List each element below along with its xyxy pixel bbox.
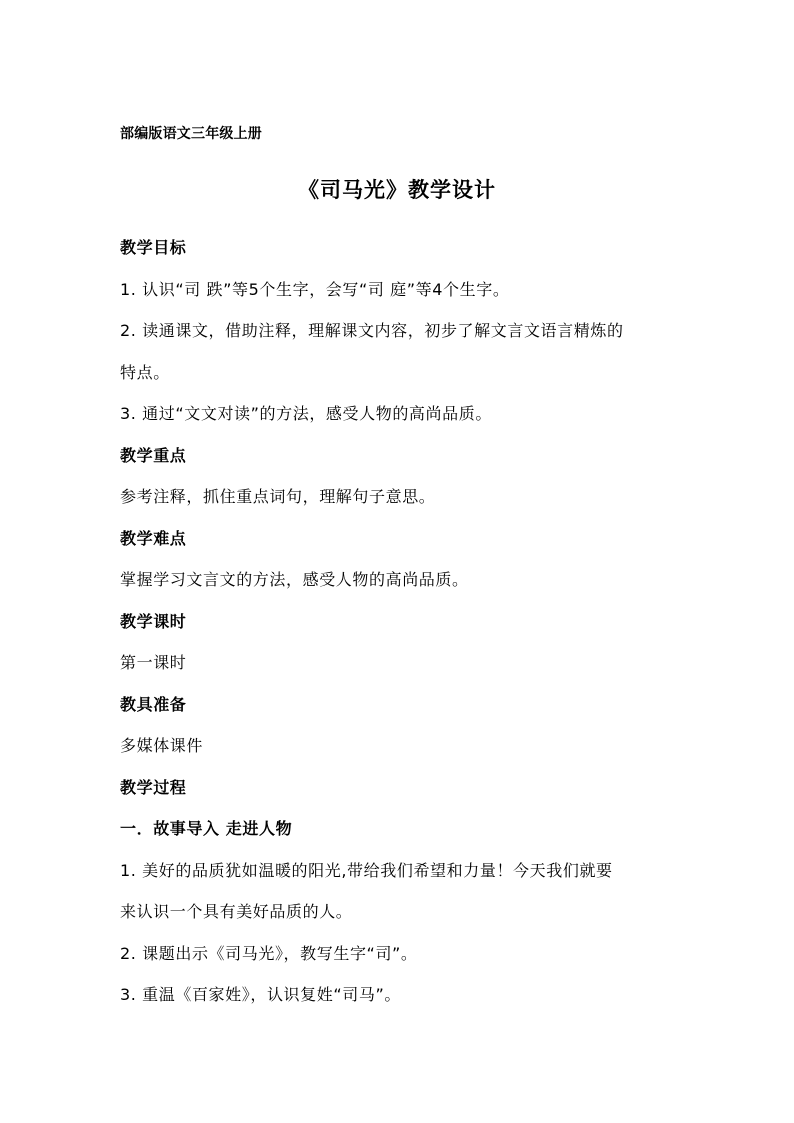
goal-item-1: 1. 认识“司 跌”等5个生字，会写“司 庭”等4个生字。	[120, 280, 510, 299]
key-points-text: 参考注释，抓住重点词句，理解句子意思。	[120, 487, 436, 506]
difficulties-heading: 教学难点	[120, 529, 187, 548]
document-title: 《司马光》教学设计	[298, 178, 496, 202]
document-header: 部编版语文三年级上册	[120, 126, 262, 142]
goals-heading: 教学目标	[120, 238, 187, 257]
process-heading: 教学过程	[120, 778, 187, 797]
goal-item-2-continued: 特点。	[120, 363, 170, 382]
goal-item-2: 2. 读通课文，借助注释，理解课文内容，初步了解文言文语言精炼的	[120, 321, 624, 340]
process-step1-title: 一．故事导入 走进人物	[120, 819, 293, 838]
periods-heading: 教学课时	[120, 612, 187, 631]
process-line-1-continued: 来认识一个具有美好品质的人。	[120, 902, 353, 921]
tools-heading: 教具准备	[120, 695, 187, 714]
difficulties-text: 掌握学习文言文的方法，感受人物的高尚品质。	[120, 570, 469, 589]
key-points-heading: 教学重点	[120, 446, 187, 465]
process-line-2: 2. 课题出示《司马光》，教写生字“司”。	[120, 944, 418, 963]
goal-item-3: 3. 通过“文文对读”的方法，感受人物的高尚品质。	[120, 404, 492, 423]
process-line-3: 3. 重温《百家姓》，认识复姓“司马”。	[120, 985, 401, 1004]
tools-text: 多媒体课件	[120, 736, 204, 755]
process-line-1: 1. 美好的品质犹如温暖的阳光,带给我们希望和力量！今天我们就要	[120, 861, 613, 880]
periods-text: 第一课时	[120, 653, 187, 672]
